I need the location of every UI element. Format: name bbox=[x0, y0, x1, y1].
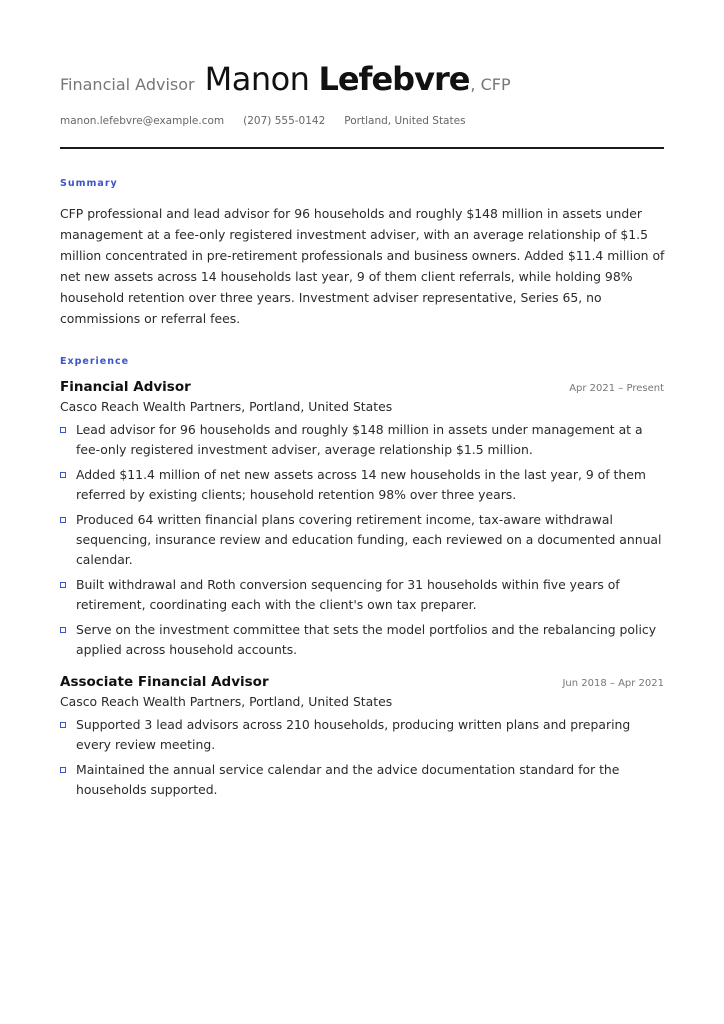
square-bullet-icon bbox=[60, 722, 66, 728]
summary-text: CFP professional and lead advisor for 96 households and roughly $148 million in assets under management at a fee-only registered investment adviser, with an average relationship of $1.5 million concentrated in pre-retirement professionals and business owners. Added $11.4 million of net new assets across 14 households last year, 9 of them client referrals, while holding 98% household retention over three years. Investment adviser representative, Series 65, no commissions or referral fees. bbox=[60, 206, 665, 326]
first-name: Manon bbox=[204, 60, 310, 98]
job-bullets bbox=[60, 420, 664, 660]
job-entry bbox=[60, 379, 664, 660]
bullet-text: Added $11.4 million of net new assets across 14 new households in the last year, 9 of them referred by existing clients; household retention 98% over three years. bbox=[76, 467, 646, 502]
bullet-item bbox=[60, 620, 664, 660]
job-entry bbox=[60, 674, 664, 800]
bullet-item bbox=[60, 465, 664, 505]
summary-heading: Summary bbox=[60, 178, 118, 189]
resume-header bbox=[60, 60, 664, 102]
bullet-item bbox=[60, 420, 664, 460]
credential: , CFP bbox=[470, 75, 511, 94]
bullet-text: Produced 64 written financial plans covering retirement income, tax-aware withdrawal sequencing, insurance review and education funding, each reviewed on a documented annual calendar. bbox=[76, 512, 662, 567]
square-bullet-icon bbox=[60, 472, 66, 478]
bullet-text: Built withdrawal and Roth conversion sequencing for 31 households within five years of retirement, coordinating each with the client's own tax preparer. bbox=[76, 577, 620, 612]
job-dates: Jun 2018 – Apr 2021 bbox=[562, 678, 664, 689]
header-divider bbox=[60, 147, 664, 149]
job-dates: Apr 2021 – Present bbox=[569, 383, 664, 394]
email-link[interactable]: manon.lefebvre@example.com bbox=[60, 115, 225, 127]
job-header bbox=[60, 674, 664, 690]
bullet-item bbox=[60, 760, 664, 800]
square-bullet-icon bbox=[60, 767, 66, 773]
role-title: Financial Advisor bbox=[60, 75, 195, 94]
bullet-text: Serve on the investment committee that sets the model portfolios and the rebalancing policy applied across household accounts. bbox=[76, 622, 657, 657]
bullet-item bbox=[60, 715, 664, 755]
phone-number: (207) 555-0142 bbox=[243, 115, 326, 127]
square-bullet-icon bbox=[60, 582, 66, 588]
bullet-text: Maintained the annual service calendar and the advice documentation standard for the households supported. bbox=[76, 762, 620, 797]
square-bullet-icon bbox=[60, 517, 66, 523]
experience-heading: Experience bbox=[60, 356, 130, 367]
bullet-item bbox=[60, 575, 664, 615]
square-bullet-icon bbox=[60, 627, 66, 633]
bullet-item bbox=[60, 510, 664, 570]
job-title: Financial Advisor bbox=[60, 379, 191, 395]
job-title: Associate Financial Advisor bbox=[60, 674, 269, 690]
bullet-text: Lead advisor for 96 households and roughly $148 million in assets under management at a fee-only registered investment adviser, average relationship $1.5 million. bbox=[76, 422, 643, 457]
square-bullet-icon bbox=[60, 427, 66, 433]
bullet-text: Supported 3 lead advisors across 210 households, producing written plans and preparing every review meeting. bbox=[76, 717, 631, 752]
location: Portland, United States bbox=[344, 115, 466, 127]
job-company: Casco Reach Wealth Partners, Portland, United States bbox=[60, 694, 393, 709]
job-header bbox=[60, 379, 664, 395]
job-company: Casco Reach Wealth Partners, Portland, United States bbox=[60, 399, 393, 414]
last-name: Lefebvre bbox=[318, 60, 470, 98]
job-bullets bbox=[60, 715, 664, 800]
contact-info bbox=[60, 115, 664, 127]
